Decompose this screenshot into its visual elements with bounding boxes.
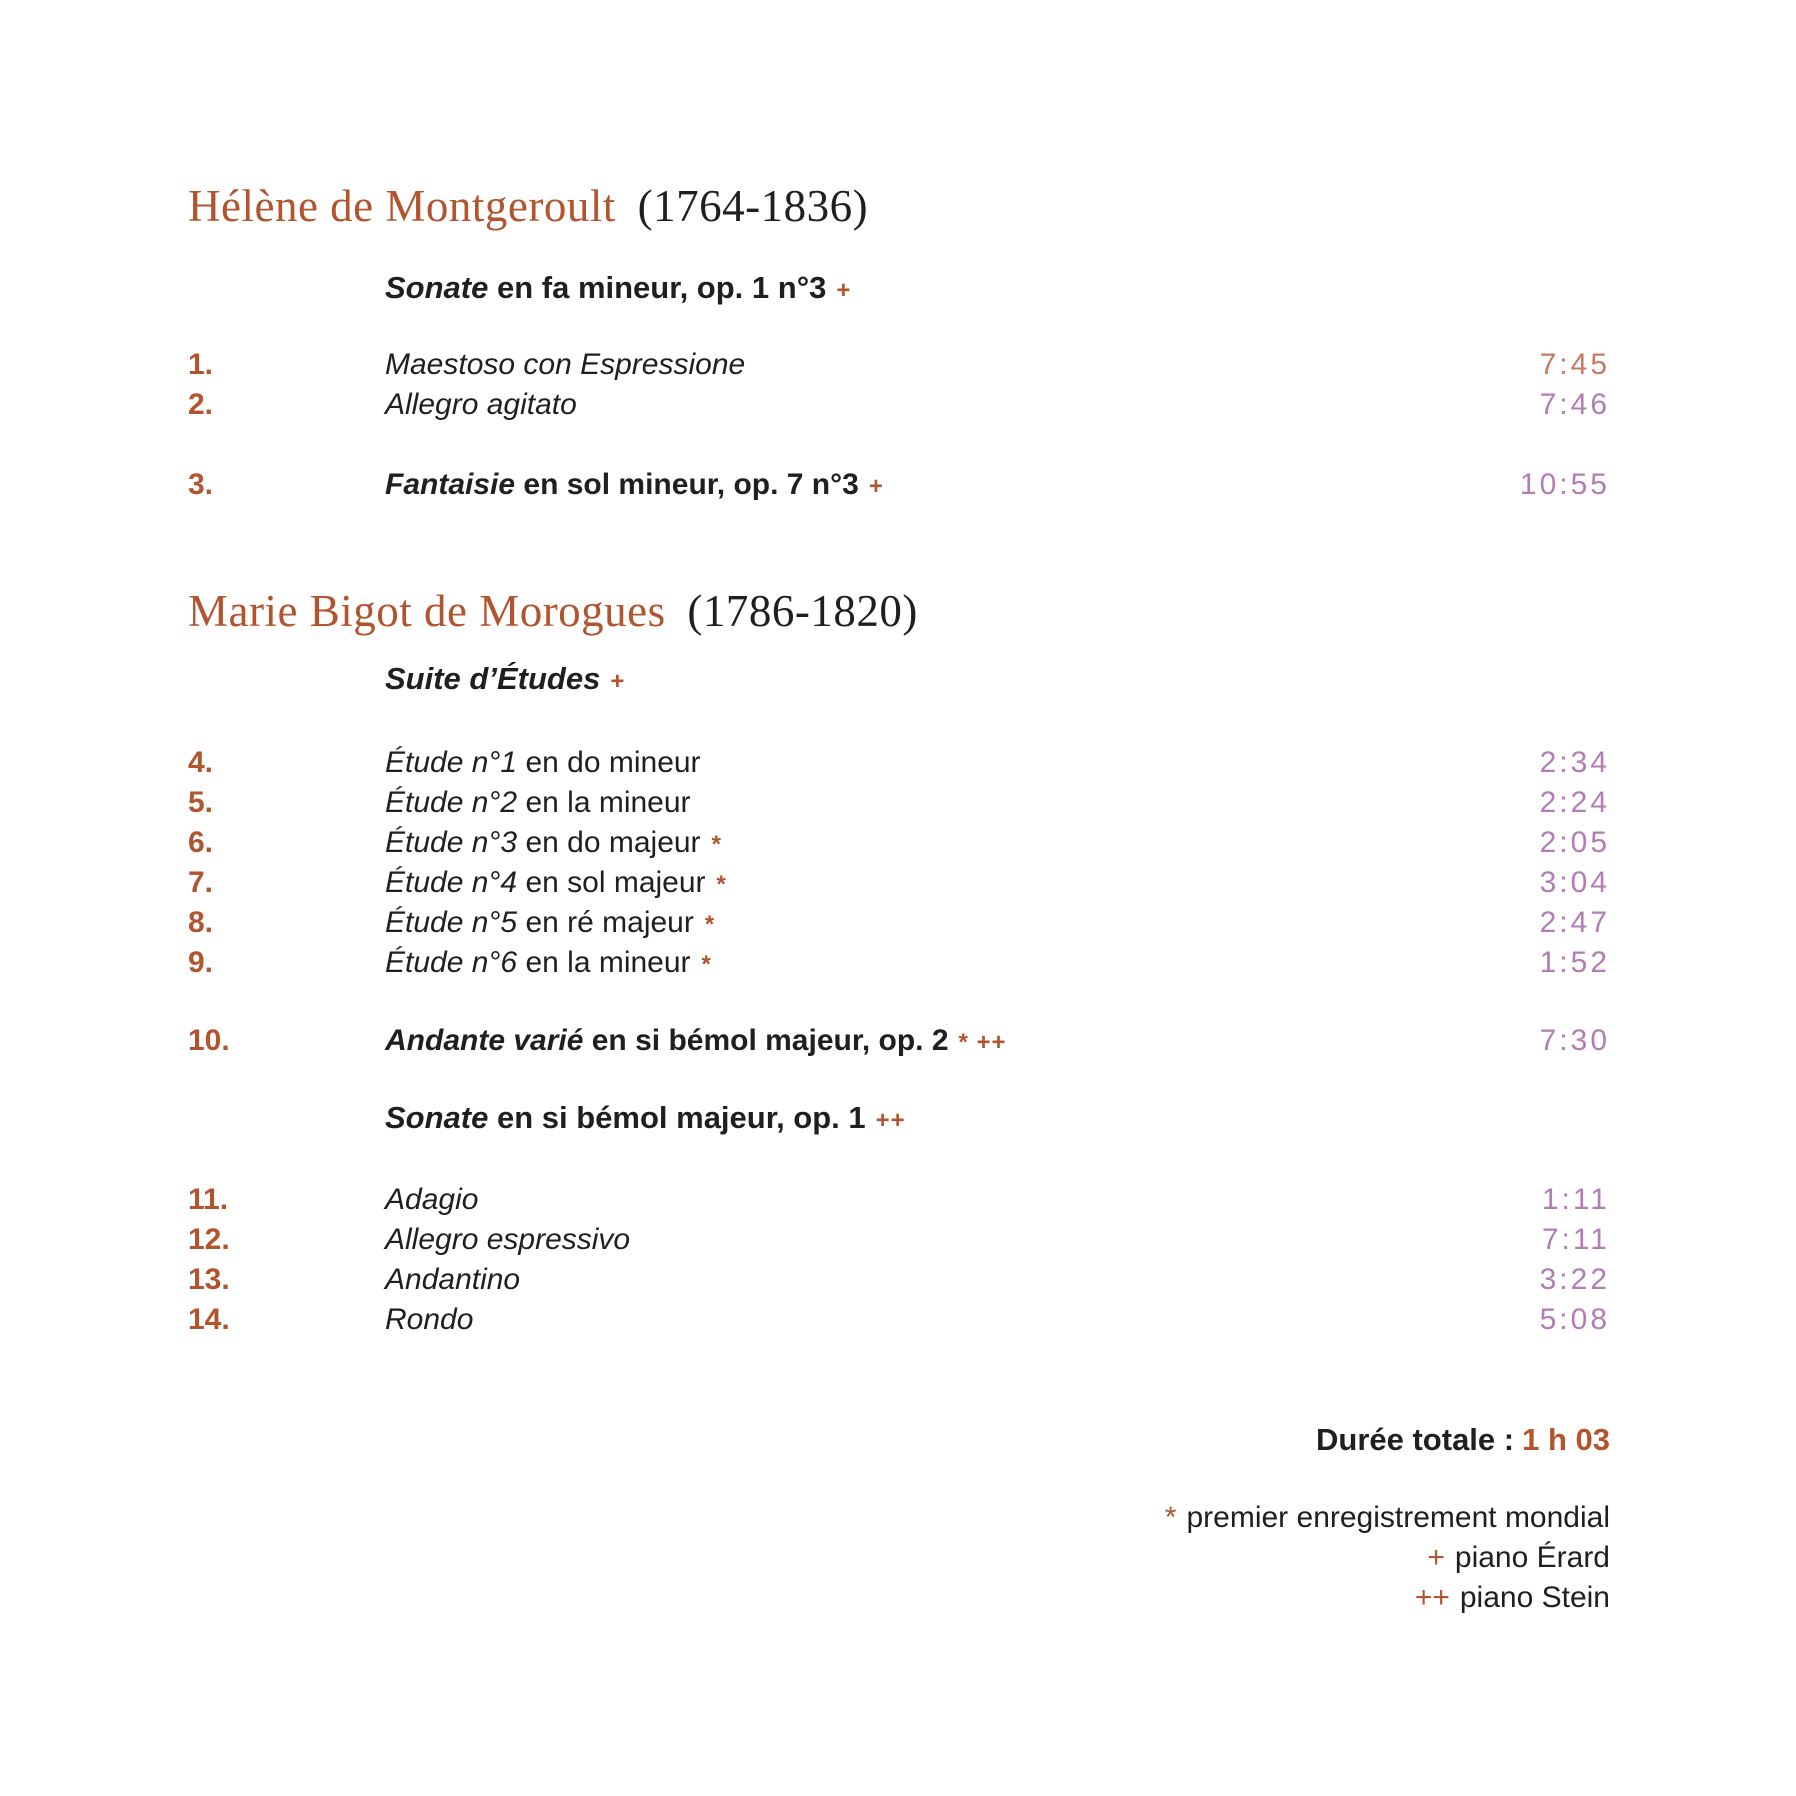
track-number: 5. <box>188 786 214 819</box>
track-row <box>188 465 1610 505</box>
track-time: 2:05 <box>1539 826 1610 859</box>
track-time: 1:52 <box>1539 946 1610 979</box>
track-title: Rondo <box>385 1303 474 1336</box>
track-number: 3. <box>188 468 214 501</box>
composer-heading-bigot <box>188 583 1610 639</box>
plus-mark: + <box>1427 1541 1445 1574</box>
track-row <box>188 345 1610 385</box>
work-title-italic: Sonate <box>385 270 489 305</box>
track-row <box>188 1220 1610 1260</box>
work-title-sonate-si-bemol <box>188 1098 1610 1138</box>
track-title: Étude n°3 en do majeur * <box>385 826 721 859</box>
composer-name: Marie Bigot de Morogues <box>188 586 666 636</box>
work-title-rest: en si bémol majeur, op. 1 <box>488 1100 866 1135</box>
track-number: 11. <box>188 1183 229 1216</box>
asterisk-mark: * <box>1164 1501 1177 1534</box>
track-title: Étude n°2 en la mineur <box>385 786 691 819</box>
track-title: Allegro agitato <box>385 388 577 421</box>
footnote-piano-stein <box>188 1578 1610 1618</box>
track-row <box>188 743 1610 783</box>
footnote-piano-erard <box>188 1538 1610 1578</box>
track-title: Étude n°6 en la mineur * <box>385 946 711 979</box>
track-time: 3:22 <box>1539 1263 1610 1296</box>
track-row <box>188 1300 1610 1340</box>
track-title: Fantaisie en sol mineur, op. 7 n°3 + <box>385 468 884 501</box>
track-number: 9. <box>188 946 214 979</box>
footnote-text: piano Stein <box>1459 1581 1610 1614</box>
track-title: Adagio <box>385 1183 479 1216</box>
track-number: 8. <box>188 906 214 939</box>
track-row <box>188 823 1610 863</box>
work-title-italic: Suite d’Études <box>385 661 601 696</box>
track-marks: * <box>710 831 721 858</box>
track-number: 4. <box>188 746 214 779</box>
composer-dates: (1764-1836) <box>637 181 869 231</box>
track-title: Étude n°1 en do mineur <box>385 746 701 779</box>
track-number: 2. <box>188 388 214 421</box>
track-row <box>188 1260 1610 1300</box>
work-title-suite-etudes <box>188 659 1610 699</box>
track-number: 13. <box>188 1263 230 1296</box>
track-marks: * <box>703 911 715 938</box>
track-time: 7:46 <box>1539 388 1610 421</box>
total-duration-value: 1 h 03 <box>1522 1422 1610 1457</box>
track-time: 10:55 <box>1519 468 1610 501</box>
track-time: 7:45 <box>1539 348 1610 381</box>
track-time: 3:04 <box>1539 866 1610 899</box>
footnote-text: premier enregistrement mondial <box>1186 1501 1610 1534</box>
footnote-text: piano Érard <box>1454 1541 1610 1574</box>
track-time: 1:11 <box>1541 1183 1610 1216</box>
double-plus-mark: ++ <box>1414 1581 1450 1614</box>
total-duration <box>188 1420 1610 1460</box>
work-marks: + <box>610 668 626 695</box>
work-marks: ++ <box>875 1107 906 1134</box>
track-row <box>188 783 1610 823</box>
track-number: 14. <box>188 1303 230 1336</box>
track-time: 2:47 <box>1539 906 1610 939</box>
work-title-rest: en fa mineur, op. 1 n°3 <box>488 270 827 305</box>
track-row <box>188 1021 1610 1061</box>
track-marks: + <box>868 473 884 500</box>
work-title-sonate-fa-mineur <box>188 268 1610 308</box>
total-duration-label: Durée totale : <box>1316 1422 1515 1457</box>
work-title-italic: Sonate <box>385 1100 489 1135</box>
track-number: 6. <box>188 826 214 859</box>
track-title: Étude n°4 en sol majeur * <box>385 866 726 899</box>
track-number: 7. <box>188 866 214 899</box>
track-row <box>188 943 1610 983</box>
track-row <box>188 1180 1610 1220</box>
track-title: Maestoso con Espressione <box>385 348 746 381</box>
track-row <box>188 385 1610 425</box>
composer-name: Hélène de Montgeroult <box>188 181 616 231</box>
track-title: Andantino <box>385 1263 521 1296</box>
track-title: Étude n°5 en ré majeur * <box>385 906 715 939</box>
track-title: Andante varié en si bémol majeur, op. 2 * ++ <box>385 1024 1007 1057</box>
track-number: 10. <box>188 1024 230 1057</box>
track-title: Allegro espressivo <box>385 1223 631 1256</box>
track-number: 12. <box>188 1223 230 1256</box>
track-marks: * ++ <box>958 1029 1007 1056</box>
track-number: 1. <box>188 348 214 381</box>
track-time: 7:30 <box>1539 1024 1610 1057</box>
footnote-world-premiere <box>188 1498 1610 1538</box>
composer-heading-montgeroult <box>188 178 1610 234</box>
track-marks: * <box>700 951 711 978</box>
track-row <box>188 863 1610 903</box>
track-marks: * <box>715 871 726 898</box>
track-time: 7:11 <box>1541 1223 1610 1256</box>
composer-dates: (1786-1820) <box>687 586 918 636</box>
work-marks: + <box>836 277 852 304</box>
track-row <box>188 903 1610 943</box>
track-time: 5:08 <box>1539 1303 1610 1336</box>
track-time: 2:24 <box>1539 786 1610 819</box>
track-time: 2:34 <box>1539 746 1610 779</box>
